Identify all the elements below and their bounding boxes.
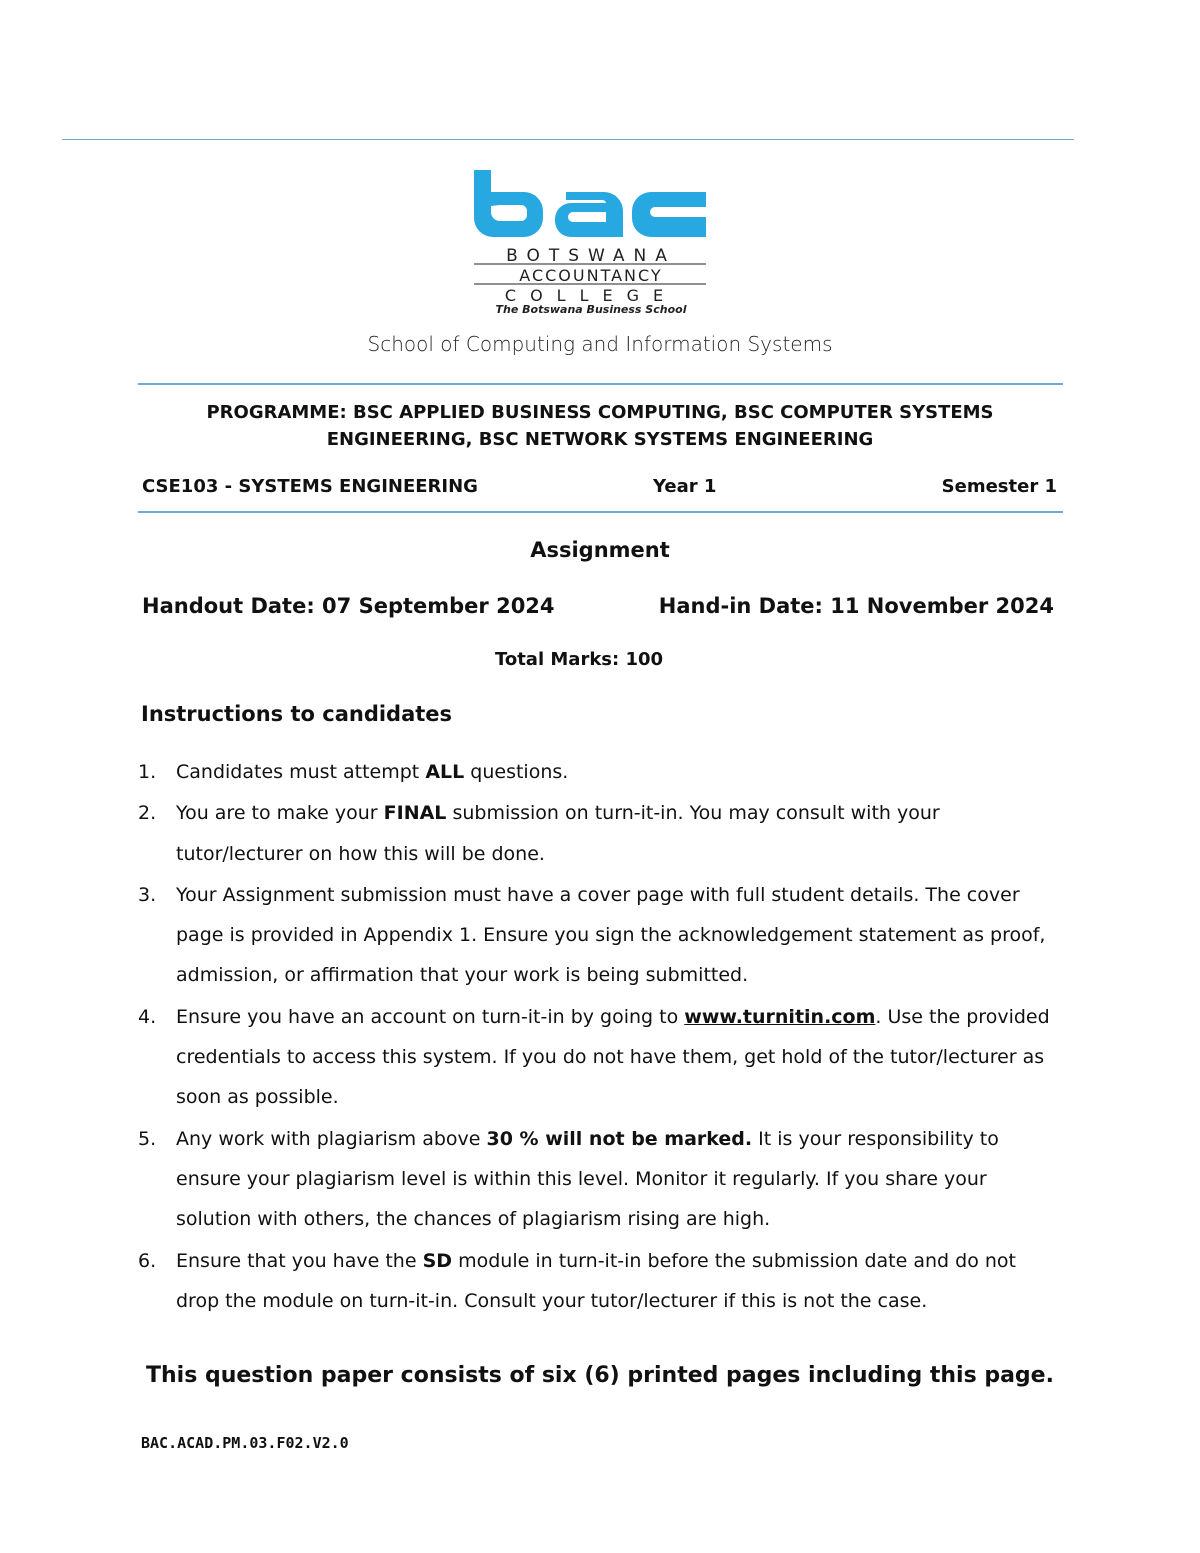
- total-marks: Total Marks: 100: [494, 649, 664, 670]
- handout-date: Handout Date: 07 September 2024: [142, 594, 555, 618]
- list-number: 6.: [138, 1249, 157, 1272]
- logo-letter-a: [555, 192, 623, 237]
- course-year: Year 1: [653, 476, 717, 497]
- list-number: 2.: [138, 802, 157, 825]
- list-item: 3. Your Assignment submission must have a cover page with full student details. The cover page is provided in Appendix 1. Ensure you sign the acknowledgement statement as proof, admission, or affirmation that your work is being submitted.: [138, 875, 1063, 996]
- header-rule: [62, 139, 1074, 140]
- list-number: 4.: [138, 1005, 157, 1028]
- programme-line-1: PROGRAMME: BSC APPLIED BUSINESS COMPUTING, BSC COMPUTER SYSTEMS: [206, 402, 994, 423]
- logo-line-3: COLLEGE: [504, 286, 678, 305]
- logo-line-2: ACCOUNTANCY: [519, 266, 663, 285]
- logo-letter-b: [474, 170, 543, 237]
- form-code: BAC.ACAD.PM.03.F02.V2.0: [141, 1434, 349, 1452]
- list-number: 5.: [138, 1127, 157, 1150]
- instructions-heading: Instructions to candidates: [141, 702, 453, 726]
- list-item: 6. Ensure that you have the SD module in turn-it-in before the submission date and do not drop the module on turn-it-in. Consult your tutor/lecturer if this is not the case.: [138, 1241, 1063, 1322]
- logo-line-1: BOTSWANA: [506, 246, 676, 266]
- programme-title: [150, 399, 1050, 453]
- list-item: 1. Candidates must attempt ALL questions.: [138, 752, 1063, 792]
- list-item: 4. Ensure you have an account on turn-it-in by going to www.turnitin.com. Use the provided credentials to access this system. If you do not have them, get hold of the tutor/lecturer as soon as possible.: [138, 997, 1063, 1118]
- bac-logo: [470, 168, 712, 316]
- document-type: Assignment: [530, 538, 670, 562]
- instructions-list: [138, 752, 1063, 1322]
- list-item: 5. Any work with plagiarism above 30 % will not be marked. It is your responsibility to ensure your plagiarism level is within this level. Monitor it regularly. If you share your solution with others, the chances of plagiarism rising are high.: [138, 1119, 1063, 1240]
- list-number: 1.: [138, 761, 157, 783]
- course-code-title: CSE103 - SYSTEMS ENGINEERING: [142, 476, 478, 497]
- logo-letter-c: [632, 192, 706, 237]
- divider-top: [138, 383, 1063, 385]
- programme-line-2: ENGINEERING, BSC NETWORK SYSTEMS ENGINEERING: [326, 429, 874, 450]
- handin-date: Hand-in Date: 11 November 2024: [658, 594, 1054, 618]
- logo-tagline: The Botswana Business School: [495, 303, 687, 316]
- divider-bottom: [138, 511, 1063, 513]
- list-number: 3.: [138, 883, 157, 906]
- list-item: 2. You are to make your FINAL submission on turn-it-in. You may consult with your tutor/lecturer on how this will be done.: [138, 793, 1063, 874]
- turnitin-link[interactable]: www.turnitin.com: [684, 1005, 876, 1028]
- course-semester: Semester 1: [941, 476, 1057, 497]
- page-count-statement: This question paper consists of six (6) printed pages including this page.: [146, 1363, 1054, 1388]
- school-name: School of Computing and Information Systems: [367, 332, 833, 356]
